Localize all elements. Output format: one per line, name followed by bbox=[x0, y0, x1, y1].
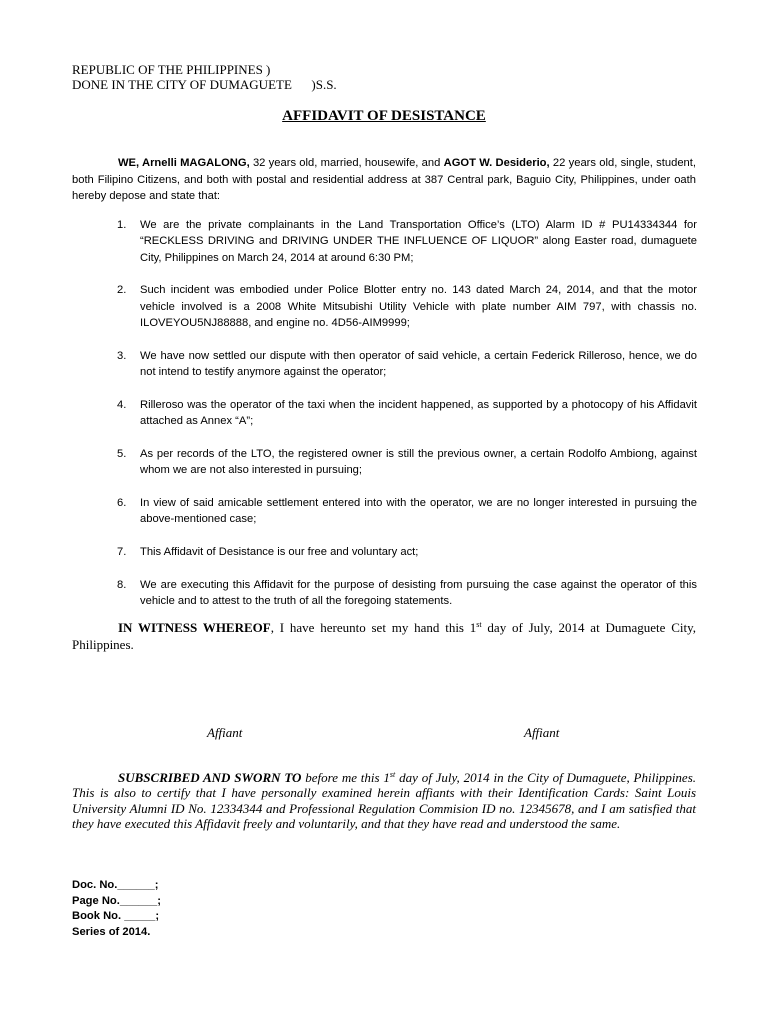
doc-no: Doc. No.______; bbox=[72, 879, 159, 891]
statement-text: Rilleroso was the operator of the taxi when the incident happened, as supported by a photocopy of his Affidavit attached as Annex “A”; bbox=[140, 398, 697, 428]
statement-item bbox=[117, 348, 697, 381]
jurat-paragraph bbox=[72, 770, 696, 831]
witness-text-2: day of July, 2014 at Dumaguete City, Philippines. bbox=[72, 620, 696, 652]
jurat-text-1: before me this 1 bbox=[301, 770, 390, 785]
statement-text: In view of said amicable settlement entered into with the operator, we are no longer interested in pursuing the above-mentioned case; bbox=[140, 497, 697, 526]
statement-item bbox=[117, 495, 697, 528]
intro-text-2: 22 years old, single, student, both Filipino Citizens, and both with postal and residential address at 387 Central park, Baguio City, Philippines, under oath hereby depose and state that: bbox=[72, 157, 696, 202]
statement-text: This Affidavit of Desistance is our free and voluntary act; bbox=[140, 546, 419, 559]
statement-number: 2. bbox=[117, 284, 127, 297]
statement-number: 5. bbox=[117, 447, 127, 460]
intro-paragraph bbox=[72, 155, 696, 205]
statement-number: 3. bbox=[117, 349, 127, 362]
statement-number: 4. bbox=[117, 398, 127, 411]
notarial-register bbox=[72, 878, 161, 940]
statement-number: 6. bbox=[117, 497, 127, 510]
affiant-signature-left: Affiant bbox=[207, 725, 243, 740]
statement-item bbox=[117, 446, 697, 479]
witness-ordinal: st bbox=[476, 620, 482, 629]
affiant-name-2: AGOT W. Desiderio, bbox=[443, 157, 550, 169]
statement-item bbox=[117, 397, 697, 430]
statement-text: We are the private complainants in the Land Transportation Office’s (LTO) Alarm ID # PU14334344 for “RECKLESS DRIVING and DRIVING UNDER THE INFLUENCE OF LIQUOR” along Easter road, dumaguete City, Philippines on March 24, 2014 at around 6:30 PM; bbox=[140, 219, 697, 264]
statement-text: We are executing this Affidavit for the purpose of desisting from pursuing the case against the operator of this vehicle and to attest to the truth of all the foregoing statements. bbox=[140, 578, 697, 608]
statement-text: We have now settled our dispute with then operator of said vehicle, a certain Federick Rilleroso, hence, we do not intend to testify anymore against the operator; bbox=[140, 349, 697, 379]
statement-text: Such incident was embodied under Police Blotter entry no. 143 dated March 24, 2014, and that the motor vehicle involved is a 2008 White Mitsubishi Utility Vehicle with plate number AIM 797, with chassis no. ILOVEYOU5NJ88888, and engine no. 4D56-AIM9999; bbox=[140, 284, 697, 329]
affiant-name-1: WE, Arnelli MAGALONG, bbox=[118, 157, 250, 169]
header-city: DONE IN THE CITY OF DUMAGUETE )S.S. bbox=[72, 77, 337, 92]
statement-number: 8. bbox=[117, 578, 127, 591]
statement-item bbox=[117, 577, 697, 610]
statement-list bbox=[117, 217, 697, 626]
affiant-signature-right: Affiant bbox=[524, 725, 560, 740]
jurat-lead: SUBSCRIBED AND SWORN TO bbox=[118, 770, 302, 785]
jurat-ordinal: st bbox=[389, 770, 396, 779]
statement-item bbox=[117, 544, 697, 560]
series: Series of 2014. bbox=[72, 925, 151, 938]
header-republic: REPUBLIC OF THE PHILIPPINES ) bbox=[72, 62, 271, 77]
jurat-text-2: day of July, 2014 in the City of Dumaguete, Philippines. This is also to certify that I have personally examined herein affiants with their Identification Cards: Saint Louis University Alumni ID No. 12334344 and Professional Regulation Commision ID no. 12345678, and I am satisfied that they have executed this Affidavit freely and voluntarily, and that they have read and understood the same. bbox=[72, 770, 697, 831]
witness-text-1: , I have hereunto set my hand this 1 bbox=[270, 620, 477, 635]
witness-lead: IN WITNESS WHEREOF bbox=[118, 620, 271, 635]
page-no: Page No.______; bbox=[72, 894, 161, 907]
statement-item bbox=[117, 217, 697, 266]
witness-paragraph bbox=[72, 619, 696, 653]
statement-text: As per records of the LTO, the registered owner is still the previous owner, a certain Rodolfo Ambiong, against whom we are not also interested in pursuing; bbox=[140, 447, 697, 477]
intro-text-1: 32 years old, married, housewife, and bbox=[249, 157, 444, 169]
statement-number: 1. bbox=[117, 219, 127, 231]
book-no: Book No. _____; bbox=[72, 910, 160, 922]
statement-number: 7. bbox=[117, 546, 127, 559]
document-title: AFFIDAVIT OF DESISTANCE bbox=[282, 108, 486, 124]
statement-item bbox=[117, 282, 697, 331]
